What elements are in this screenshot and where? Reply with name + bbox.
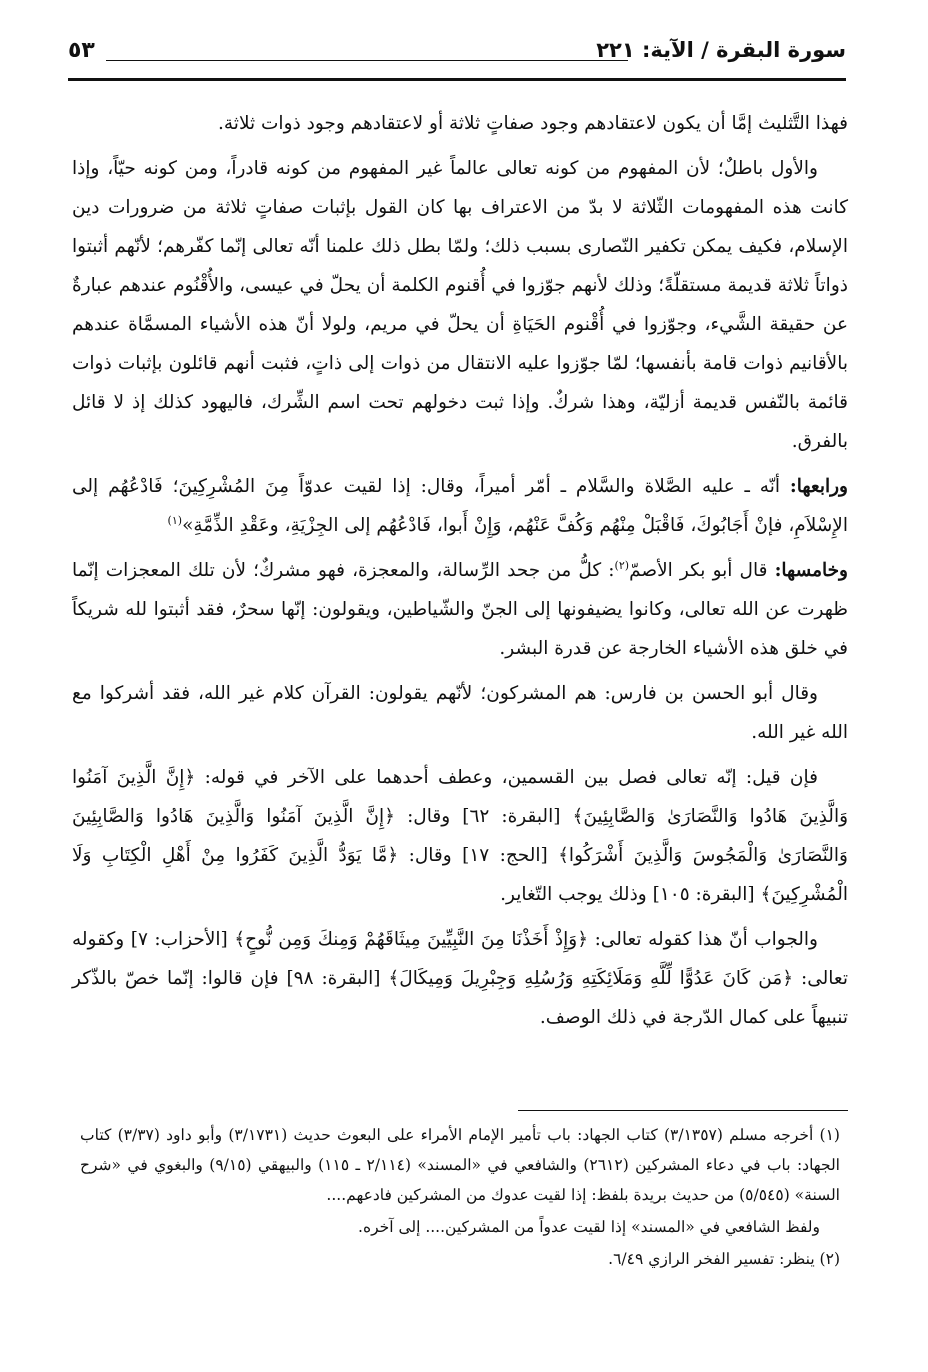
footnote-ref-2[interactable]: (٢) <box>614 558 630 572</box>
main-text <box>72 104 848 1043</box>
quran-verse-3: ﴿مَّا يَوَدُّ الَّذِينَ كَفَرُوا مِنْ أَهْلِ الْكِتَابِ وَلَا الْمُشْرِكِينَ﴾ <box>72 845 848 905</box>
verse-ref-2: [الحج: ١٧] وقال: <box>408 845 548 866</box>
verse-ref-4: [الأحزاب: ٧] وكقوله تعالى: <box>72 929 848 989</box>
header-rule <box>68 78 846 81</box>
verse-ref-3: [البقرة: ١٠٥] وذلك يوجب التّغاير. <box>500 884 755 905</box>
paragraph-4-lead: وخامسها: <box>774 560 848 581</box>
footnote-separator <box>518 1110 848 1111</box>
paragraph-5: وقال أبو الحسن بن فارس: هم المشركون؛ لأنّهم يقولون: القرآن كلام غير الله، فقد أشركوا مع الله غير الله. <box>72 683 848 743</box>
verse-ref-5: [البقرة: ٩٨] فإن قالوا: إنّما خصّ بالذّكر تنبيهاً على كمال الدّرجة في ذلك الوصف. <box>72 968 848 1028</box>
quran-verse-1: ﴿إِنَّ الَّذِينَ آمَنُوا وَالَّذِينَ هَادُوا وَالنَّصَارَىٰ وَالصَّابِئِينَ﴾ <box>72 767 849 827</box>
quran-verse-4: ﴿وَإِذْ أَخَذْنَا مِنَ النَّبِيِّينَ مِيثَاقَهُمْ وَمِنكَ وَمِن نُّوحٍ﴾ <box>234 929 589 950</box>
paragraph-6 <box>72 758 848 914</box>
page-header <box>68 38 846 82</box>
paragraph-4 <box>72 551 848 668</box>
quran-verse-5: ﴿مَن كَانَ عَدُوًّا لِّلَّهِ وَمَلَائِكَتِهِ وَرُسُلِهِ وَجِبْرِيلَ وَمِيكَالَ﴾ <box>388 968 794 989</box>
paragraph-2: والأول باطلٌ؛ لأن المفهوم من كونه تعالى عالماً غير المفهوم من كونه قادراً، ومن كونه حيّاً، وإذا كانت هذه المفهومات الثّلاثة لا بدّ من الاعتراف بها كان القول بإثبات صفاتٍ ثلاثة من ضرورات دين الإسلام، فكيف يمكن تكفير النّصارى بسبب ذلك؛ ولمّا بطل ذلك علمنا أنّه تعالى إنّما كفّرهم؛ لأنّهم أثبتوا ذواتاً ثلاثة قديمة مستقلّةً؛ وذلك لأنهم جوّزوا في أُقنوم الكلمة أن يحلّ في عيسى، والأُقْنُوم عندهم عبارةٌ عن حقيقة الشَّيء، وجوّزوا في أُقْنوم الحَيَاةِ أن يحلّ في مريم، ولولا أنّ هذه الأشياء المسمَّاة عندهم بالأقانيم ذوات قامة بأنفسها؛ لمّا جوّزوا عليه الانتقال من ذوات إلى ذاتٍ، فثبت أنهم قائلون بإثبات ذوات قائمة بالنّفس قديمة أزليّة، وهذا شركٌ. وإذا ثبت دخولهم تحت اسم الشِّرك، فاليهود كذلك إذ لا قائل بالفرق. <box>72 158 848 452</box>
verse-ref-1: [البقرة: ٦٢] وقال: <box>407 806 561 827</box>
header-title-rule <box>106 60 628 61</box>
paragraph-7-text: والجواب أنّ هذا كقوله تعالى: <box>594 929 818 950</box>
paragraph-6-text: فإن قيل: إنّه تعالى فصل بين القسمين، وعطف أحدهما على الآخر في قوله: <box>204 767 819 788</box>
footnotes <box>80 1120 840 1276</box>
running-title: سورة البقرة / الآية: ٢٢١ <box>596 38 846 62</box>
paragraph-4-text-a: قال أبو بكر الأصمّ <box>629 560 768 581</box>
paragraph-3-lead: ورابعها: <box>789 476 848 497</box>
paragraph-7 <box>72 920 848 1037</box>
footnote-ref-1[interactable]: (١) <box>167 513 183 527</box>
paragraph-4-text-b: : كلُّ من جحد الرِّسالة، والمعجزة، فهو مشركٌ؛ لأن تلك المعجزات إنّما ظهرت عن الله تعالى، وكانوا يضيفونها إلى الجنّ والشّياطين، ويقولون: إنّها سحرٌ، فقد أثبتوا لله شريكاً في خلق هذه الأشياء الخارجة عن قدرة البشر. <box>72 560 848 659</box>
paragraph-1: فهذا التَّثليث إمَّا أن يكون لاعتقادهم وجود صفاتٍ ثلاثة أو لاعتقادهم وجود ذوات ثلاثة. <box>218 113 848 134</box>
paragraph-3 <box>72 467 848 545</box>
footnote-1: (١) أخرجه مسلم (٣/١٣٥٧) كتاب الجهاد: باب تأمير الإمام الأمراء على البعوث حديث (٣/١٧٣١) وأبو داود (٣/٣٧) كتاب الجهاد: باب في دعاء المشركين (٢٦١٢) والشافعي في «المسند» (٢/١١٤ ـ ١١٥) والبيهقي (٩/١٥) والبغوي في «شرح السنة» (٥/٥٤٥) من حديث بريدة بلفظ: إذا لقيت عدوك من المشركين فادعهم.... <box>80 1126 840 1204</box>
footnote-1-continuation: ولفظ الشافعي في «المسند» إذا لقيت عدواً من المشركين.... إلى آخره. <box>358 1218 820 1236</box>
paragraph-3-text: أنّه ـ عليه الصَّلاة والسَّلام ـ أمّر أميراً، وقال: إذا لقيت عدوّاً مِنَ المُشْرِكِينَ؛ فَادْعُهُم إلى الإِسْلاَمِ، فإنْ أَجَابُوكَ، فَاقْبَلْ مِنْهُم وَكُفَّ عَنْهُم، وَإِنْ أَبوا، فَادْعُهُم إلى الجِزْيَةِ، وعَقْدِ الذِّمَّةِ» <box>72 476 848 536</box>
footnote-2: (٢) ينظر: تفسير الفخر الرازي ٦/٤٩. <box>608 1250 840 1268</box>
page-number: ٥٣ <box>68 38 95 63</box>
quran-verse-2: ﴿إِنَّ الَّذِينَ آمَنُوا وَالَّذِينَ هَادُوا وَالصَّابِئِينَ وَالنَّصَارَىٰ وَالْمَجُوسَ وَالَّذِينَ أَشْرَكُوا﴾ <box>72 806 848 866</box>
